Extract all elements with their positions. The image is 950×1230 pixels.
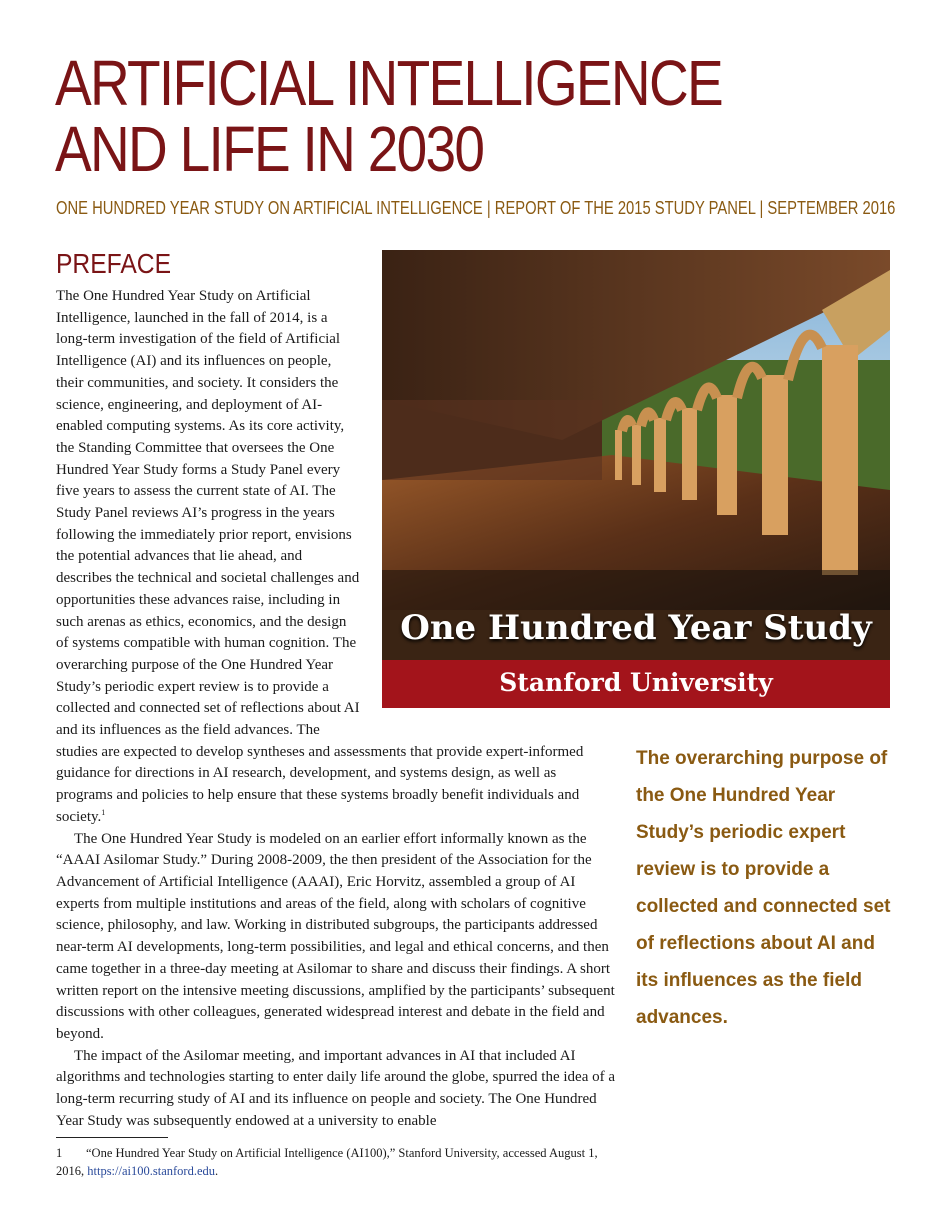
- preface-paragraph-1: The One Hundred Year Study on Artificial Intelligence, launched in the fall of 2014, is a long-term investigation of the field of Artificial Intelligence (AI) and its influences on people, their communities, and society. It considers the science, engineering, and deployment of AI-enabled computing systems. As its core activity, the Standing Committee that oversees the One Hundred Year Study forms a Study Panel every five years to assess the current state of AI. The Study Panel reviews AI’s progress in the years following the immediately prior report, envisions the potential advances that lie ahead, and describes the technical and societal challenges and opportunities these advances raise, including in such arenas as ethics, economics, and the design of systems compatible with human cognition. The overarching purpose of the One Hundred Year Study’s periodic expert review is to provide a collected and connected set of reflections about AI and its influences as the field advances. The studies are expected to develop syntheses and assessments that provide expert-informed guidance for directions in AI research, development, and systems design, as well as programs and policies to help ensure that these systems broadly benefit individuals and society.$^1$: [56, 288, 584, 825]
- footnote-link[interactable]: https://ai100.stanford.edu: [87, 1164, 216, 1178]
- footnote-trailing: .: [215, 1164, 219, 1178]
- footnote-marker[interactable]: 1: [101, 807, 106, 817]
- preface-heading: PREFACE: [56, 248, 172, 279]
- footnote-divider: [56, 1137, 168, 1138]
- footnote: [56, 1144, 616, 1180]
- pull-quote: The overarching purpose of the One Hundred Year Study’s periodic expert review is to provide a collected and connected set of reflections about AI and its influences as the field advances.: [636, 748, 891, 1028]
- stanford-arcade-image: [382, 250, 890, 708]
- title-line-1: ARTIFICIAL INTELLIGENCE: [55, 47, 722, 119]
- preface-paragraph-3: The impact of the Asilomar meeting, and important advances in AI that included AI algorithms and technologies starting to enter daily life around the globe, spurred the idea of a long-term recurring study of AI and its influence on people and society. The One Hundred Year Study was subsequently endowed at a university to enable: [56, 1047, 615, 1129]
- preface-paragraph-2: The One Hundred Year Study is modeled on an earlier effort informally known as the “AAAI Asilomar Study.” During 2008-2009, the then president of the Association for the Advancement of Artificial Intelligence (AAAI), Eric Horvitz, assembled a group of AI experts from multiple institutions and areas of the field, along with scholars of cognitive science, philosophy, and law. Working in distributed subgroups, the participants addressed near-term AI developments, long-term possibilities, and legal and ethical concerns, and then came together in a three-day meeting at Asilomar to share and discuss their findings. A short written report on the intensive meeting discussions, amplified by the participants’ subsequent discussions with other colleagues, generated widespread interest and debate in the field and beyond.: [56, 830, 615, 1042]
- image-caption-sub: Stanford University: [499, 668, 773, 697]
- footnote-number: 1: [56, 1146, 63, 1160]
- image-caption-main: One Hundred Year Study: [400, 608, 872, 648]
- report-subtitle: ONE HUNDRED YEAR STUDY ON ARTIFICIAL INTELLIGENCE | REPORT OF THE 2015 STUDY PANEL | SEPTEMBER 2016: [56, 198, 896, 218]
- footnote-text: “One Hundred Year Study on Artificial Intelligence (AI100),” Stanford University, accessed August 1, 2016,: [56, 1146, 598, 1178]
- report-title: [55, 47, 722, 185]
- title-line-2: AND LIFE IN 2030: [55, 113, 484, 185]
